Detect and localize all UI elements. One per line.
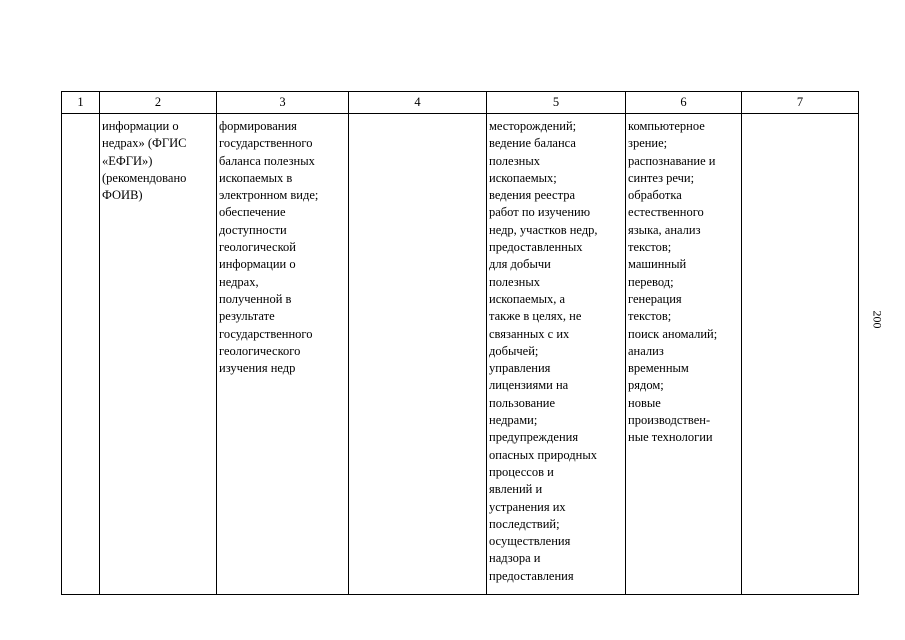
- column-header-6: 6: [626, 92, 742, 114]
- cell-col-2: информации о недрах» (ФГИС «ЕФГИ») (рекомендовано ФОИВ): [100, 114, 217, 595]
- column-header-1: 1: [62, 92, 100, 114]
- column-header-4: 4: [349, 92, 487, 114]
- table-row: [62, 114, 859, 595]
- cell-col-4: [349, 114, 487, 595]
- column-header-3: 3: [217, 92, 349, 114]
- cell-col-6: компьютерное зрение; распознавание и синтез речи; обработка естественного языка, анализ текстов; машинный перевод; генерация текстов; поиск аномалий; анализ временным рядом; новые производствен- ные технологии: [626, 114, 742, 595]
- column-header-2: 2: [100, 92, 217, 114]
- cell-col-1: [62, 114, 100, 595]
- page-number: 200: [870, 310, 885, 329]
- column-header-7: 7: [742, 92, 859, 114]
- cell-col-3: формирования государственного баланса полезных ископаемых в электронном виде; обеспечение доступности геологической информации о недрах, полученной в результате государственного геологического изучения недр: [217, 114, 349, 595]
- cell-col-5: месторождений; ведение баланса полезных ископаемых; ведения реестра работ по изучению недр, участков недр, предоставленных для добычи полезных ископаемых, а также в целях, не связанных с их добычей; управления лицензиями на пользование недрами; предупреждения опасных природных процессов и явлений и устранения их последствий; осуществления надзора и предоставления: [487, 114, 626, 595]
- column-header-5: 5: [487, 92, 626, 114]
- cell-col-7: [742, 114, 859, 595]
- document-table: [61, 91, 859, 595]
- header-row: [62, 92, 859, 114]
